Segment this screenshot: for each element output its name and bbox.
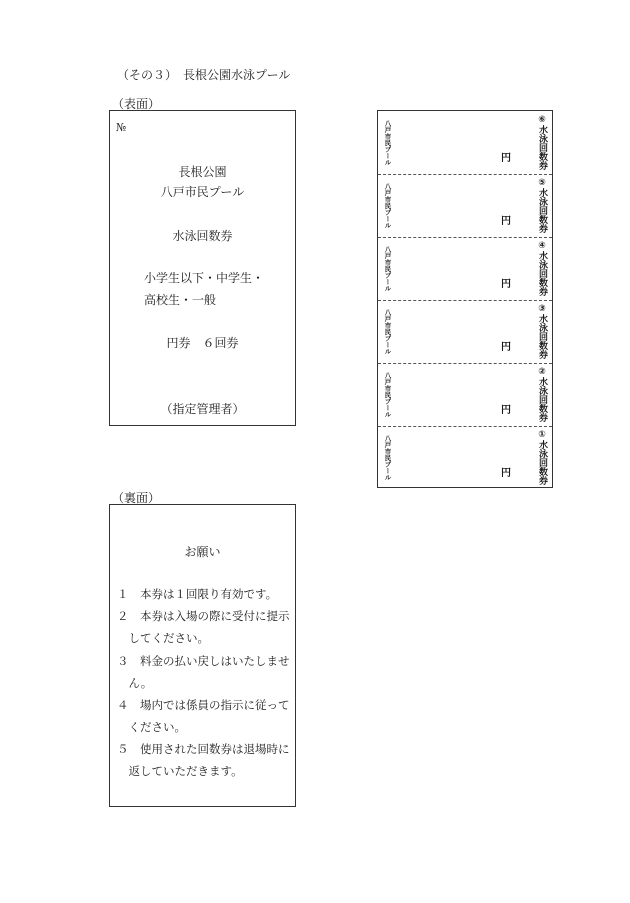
notice-line: してください。: [117, 631, 209, 645]
stub-yen: 円: [501, 153, 511, 164]
stub-pool-name: 八戸市民プール: [383, 372, 392, 418]
ticket-stub-5: [378, 174, 552, 238]
ticket-stub-6: [378, 111, 552, 175]
front-card: [109, 110, 296, 426]
back-heading: お願い: [184, 545, 221, 559]
notice-line: ５ 使用された回数券は退場時に: [117, 742, 290, 756]
ticket-stub-4: [378, 237, 552, 301]
ticket-strip: [377, 110, 553, 488]
notice-line: ３ 料金の払い戻しはいたしませ: [117, 654, 290, 668]
stub-pool-name: 八戸市民プール: [383, 435, 392, 481]
stub-yen: 円: [501, 342, 511, 353]
back-card: [109, 504, 296, 807]
stub-pool-name: 八戸市民プール: [383, 120, 392, 166]
stub-ticket-label: ④水泳回数券: [537, 241, 547, 296]
stub-yen: 円: [501, 216, 511, 227]
park-name: 長根公園: [178, 165, 227, 179]
category-line-2: 高校生・一般: [144, 293, 217, 307]
category-line-1: 小学生以下・中学生・: [144, 271, 265, 285]
notice-line: 返していただきます。: [117, 764, 243, 778]
stub-pool-name: 八戸市民プール: [383, 246, 392, 292]
pool-name: 八戸市民プール: [160, 185, 245, 199]
stub-ticket-label: ③水泳回数券: [537, 304, 547, 359]
price-line: 円券 ６回券: [166, 336, 239, 350]
stub-yen: 円: [501, 405, 511, 416]
notice-line: ん。: [117, 676, 153, 690]
stub-pool-name: 八戸市民プール: [383, 309, 392, 355]
front-label: （表面）: [112, 97, 161, 111]
ticket-stub-1: [378, 426, 552, 489]
manager-line: （指定管理者）: [160, 402, 245, 416]
stub-ticket-label: ⑤水泳回数券: [537, 178, 547, 233]
stub-yen: 円: [501, 468, 511, 479]
notice-line: １ 本券は１回限り有効です。: [117, 587, 278, 601]
stub-pool-name: 八戸市民プール: [383, 183, 392, 229]
ticket-stub-2: [378, 363, 552, 427]
stub-ticket-label: ⑥水泳回数券: [537, 115, 547, 170]
notice-line: ２ 本券は入場の際に受付に提示: [117, 609, 290, 623]
stub-ticket-label: ①水泳回数券: [537, 430, 547, 485]
ticket-name: 水泳回数券: [172, 229, 233, 243]
notice-line: ４ 場内では係員の指示に従って: [117, 698, 290, 712]
section-title: （その３） 長根公園水泳プール: [117, 68, 291, 82]
stub-yen: 円: [501, 279, 511, 290]
stub-ticket-label: ②水泳回数券: [537, 367, 547, 422]
ticket-number-label: №: [116, 121, 127, 134]
notice-line: ください。: [117, 720, 186, 734]
ticket-stub-3: [378, 300, 552, 364]
back-label: （裏面）: [112, 491, 161, 505]
